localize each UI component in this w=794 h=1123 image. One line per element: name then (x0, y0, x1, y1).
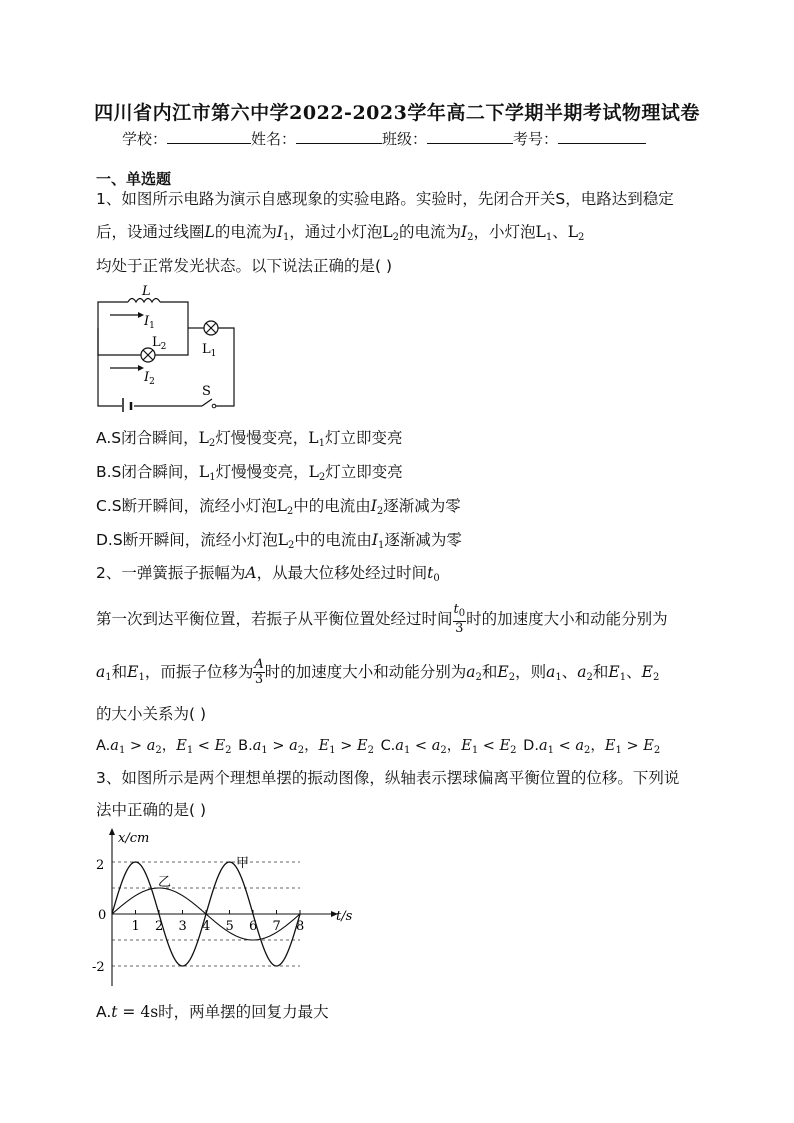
option-text: 中的电流由 (294, 531, 372, 549)
y-axis-arrow (109, 828, 115, 835)
q1-current-symbol: I (461, 223, 468, 241)
energy-symbol: E (497, 663, 509, 681)
q2-option-d[interactable] (523, 738, 660, 754)
subscript: 1 (209, 472, 216, 483)
x-tick-label: 2 (155, 919, 164, 934)
exam-no-label: 考号： (513, 130, 559, 148)
x-tick-label: 3 (178, 919, 187, 934)
q2-option-b[interactable] (238, 738, 374, 754)
circuit-label-I2: $I_2$ (144, 370, 155, 387)
lamp-symbol: L (308, 463, 319, 481)
option-text: 中的电流由 (293, 497, 371, 515)
q2-text: 时的加速度大小和动能分别为 (264, 663, 467, 681)
sym: a (538, 738, 548, 754)
energy-symbol: E (641, 663, 653, 681)
option-text: 灯立即变亮 (325, 463, 403, 481)
sym: a (252, 738, 262, 754)
x-tick-label: 5 (225, 919, 234, 934)
op: < (478, 738, 500, 754)
sep: ， (446, 738, 462, 754)
student-info-line (122, 127, 646, 149)
q2-option-a[interactable] (96, 738, 232, 754)
time-symbol: t (427, 564, 434, 582)
q1-lamp-symbol: L (567, 223, 579, 241)
option-text: C.S断开瞬间，流经小灯泡 (96, 497, 277, 515)
q1-coil-symbol: L (204, 223, 215, 241)
subscript: 1 (329, 745, 336, 756)
sep: ， (304, 738, 319, 754)
accel-symbol: a (546, 663, 556, 681)
subscript: 1 (118, 745, 126, 756)
class-label: 班级： (382, 130, 428, 148)
option-letter: B. (238, 738, 253, 754)
x-axis-label: t/s (336, 909, 353, 924)
q1-text: ，通过小灯泡 (289, 223, 383, 241)
subscript: 2 (475, 672, 482, 683)
subscript: 1 (547, 745, 554, 756)
subscript: 2 (286, 506, 294, 517)
op: < (410, 738, 432, 754)
subscript: 1 (471, 745, 479, 756)
y-tick-2: 2 (96, 858, 105, 873)
subscript: 2 (367, 745, 374, 756)
q1-option-c[interactable] (96, 496, 461, 522)
q1-subscript: 2 (578, 232, 585, 243)
circuit-diagram (92, 280, 242, 412)
op: > (267, 738, 290, 754)
series-label-yi: 乙 (158, 875, 172, 890)
q2-text: 时的加速度大小和动能分别为 (466, 610, 668, 628)
sym: E (318, 738, 330, 754)
q1-text: 后，设通过线圈 (96, 223, 205, 241)
q2-text: 和 (481, 663, 498, 681)
school-blank[interactable] (167, 127, 251, 144)
subscript: 1 (619, 672, 627, 683)
fraction-A-over-3 (253, 658, 264, 687)
sym: E (176, 738, 187, 754)
name-label: 姓名： (251, 130, 297, 148)
op: < (553, 738, 576, 754)
subscript: 2 (376, 506, 384, 517)
option-text: 逐渐减为零 (383, 497, 461, 515)
subscript: 2 (440, 745, 447, 756)
q2-text: 、 (626, 663, 642, 681)
q1-lamp-symbol: L (535, 223, 546, 241)
subscript: 1 (261, 745, 268, 756)
q2-line2 (96, 602, 668, 636)
q1-line2 (96, 222, 584, 248)
q1-option-d[interactable] (96, 530, 462, 556)
q2-text: 和 (111, 663, 128, 681)
accel-symbol: a (577, 663, 587, 681)
q3-line2: 法中正确的是( ) (96, 801, 207, 819)
q1-current-symbol: I (276, 223, 283, 241)
q2-line3 (96, 655, 659, 695)
option-text: A.S闭合瞬间， (96, 429, 199, 447)
subscript: 1 (186, 745, 194, 756)
time-symbol: t (111, 1003, 118, 1021)
subscript: 2 (584, 745, 591, 756)
lamp-symbol: L (308, 429, 319, 447)
subscript: 0 (433, 573, 440, 584)
sym: E (604, 738, 616, 754)
frac-num: t (453, 602, 459, 617)
sym: a (146, 738, 156, 754)
q1-separator: 、 (552, 223, 568, 241)
sym: E (356, 738, 368, 754)
accel-symbol: a (96, 663, 106, 681)
q2-text: 和 (592, 663, 609, 681)
option-text: 灯慢慢变亮， (215, 463, 309, 481)
q1-subscript: 1 (282, 232, 290, 243)
option-text: B.S闭合瞬间， (96, 463, 199, 481)
q2-text: 2、一弹簧振子振幅为 (96, 564, 246, 582)
subscript: 0 (458, 608, 466, 619)
x-tick-label: 7 (272, 919, 281, 934)
subscript: 2 (155, 745, 162, 756)
option-letter: A. (96, 738, 111, 754)
subscript: 2 (225, 745, 232, 756)
subscript: 1 (555, 672, 562, 683)
q2-text: 、 (561, 663, 578, 681)
q1-lamp-symbol: L (382, 223, 393, 241)
q1-line3: 均处于正常发光状态。以下说法正确的是( ) (96, 257, 393, 275)
circuit-label-L1: $L_1$ (202, 342, 217, 359)
frac-den: 3 (455, 621, 464, 636)
exam-no-blank[interactable] (558, 127, 646, 144)
fraction-t0-over-3 (453, 603, 467, 636)
subscript: 2 (653, 745, 661, 756)
q2-line1 (96, 563, 440, 589)
q1-subscript: 2 (392, 232, 400, 243)
subscript: 2 (652, 672, 660, 683)
circuit-label-L: L (142, 284, 151, 299)
subscript: 2 (510, 745, 517, 756)
subscript: 1 (138, 672, 145, 683)
x-tick-label: 1 (131, 919, 140, 934)
sym: a (395, 738, 404, 754)
q2-text: ，而振子位移为 (144, 663, 254, 681)
frac-num: A (254, 657, 264, 672)
q3-option-a[interactable] (96, 1002, 329, 1022)
q2-text: 第一次到达平衡位置，若振子从平衡位置处经过时间 (96, 610, 453, 628)
x-tick-label: 4 (202, 919, 211, 934)
x-tick-label: 8 (296, 919, 305, 934)
circuit-label-I1: $I_1$ (144, 314, 155, 331)
lamp-symbol: L (277, 531, 288, 549)
energy-symbol: E (127, 663, 139, 681)
school-label: 学校： (122, 130, 168, 148)
q2-text: ，从最大位移处经过时间 (256, 564, 428, 582)
op: < (193, 738, 215, 754)
subscript: 1 (403, 745, 411, 756)
sym: a (431, 738, 441, 754)
oscillation-graph (90, 826, 370, 991)
amplitude-symbol: A (245, 564, 257, 582)
subscript: 2 (297, 745, 305, 756)
op: > (621, 738, 644, 754)
option-letter: A. (96, 1003, 112, 1021)
option-letter: D. (523, 738, 539, 754)
lamp-symbol: L (198, 429, 209, 447)
y-tick-neg2: -2 (92, 960, 105, 975)
class-blank[interactable] (427, 127, 513, 144)
circuit-label-L2: $L_2$ (152, 335, 167, 352)
q3-line1: 3、如图所示是两个理想单摆的振动图像，纵轴表示摆球偏离平衡位置的位移。下列说 (96, 769, 680, 787)
section-title: 一、单选题 (96, 170, 172, 188)
q1-option-b[interactable] (96, 462, 403, 488)
op: > (125, 738, 147, 754)
lamp-symbol: L (198, 463, 210, 481)
q1-text: 的电流为 (399, 223, 462, 241)
option-text: 灯立即变亮 (324, 429, 403, 447)
current-symbol: I (371, 531, 379, 549)
option-text: 灯慢慢变亮， (215, 429, 309, 447)
accel-symbol: a (466, 663, 476, 681)
sym: a (110, 738, 119, 754)
q2-options (96, 736, 660, 761)
sym: E (499, 738, 511, 754)
q1-text: ，小灯泡 (473, 223, 536, 241)
name-blank[interactable] (296, 127, 382, 144)
sym: a (575, 738, 584, 754)
op: > (335, 738, 357, 754)
sep: ， (590, 738, 605, 754)
page-title: 四川省内江市第六中学2022-2023学年高二下学期半期考试物理试卷 (94, 102, 700, 124)
y-axis-label: x/cm (118, 831, 150, 846)
subscript: 1 (615, 745, 622, 756)
q2-line4: 的大小关系为( ) (96, 705, 207, 723)
q1-subscript: 1 (545, 232, 553, 243)
y-tick-0: 0 (98, 908, 107, 923)
lamp-symbol: L (276, 497, 287, 515)
sep: ， (161, 738, 177, 754)
circuit-label-S: S (202, 384, 211, 399)
option-text: 逐渐减为零 (384, 531, 462, 549)
q1-subscript: 2 (467, 232, 474, 243)
subscript: 1 (378, 540, 385, 551)
option-letter: C. (380, 738, 396, 754)
series-label-jia: 甲 (236, 856, 250, 871)
option-text: D.S断开瞬间，流经小灯泡 (96, 531, 278, 549)
frac-den: 3 (254, 672, 264, 687)
subscript: 1 (318, 438, 325, 449)
subscript: 2 (318, 472, 326, 483)
subscript: 2 (288, 540, 295, 551)
sym: E (461, 738, 472, 754)
q1-option-a[interactable] (96, 428, 402, 454)
energy-symbol: E (608, 663, 620, 681)
sym: a (289, 738, 298, 754)
subscript: 2 (208, 438, 216, 449)
current-symbol: I (370, 497, 377, 515)
sym: E (643, 738, 654, 754)
q2-option-c[interactable] (381, 738, 517, 754)
x-tick-label: 6 (249, 919, 258, 934)
equation: = 4s (117, 1003, 159, 1021)
subscript: 1 (105, 672, 112, 683)
q1-text: 的电流为 (214, 223, 277, 241)
q1-line1: 1、如图所示电路为演示自感现象的实验电路。实验时，先闭合开关S，电路达到稳定 (96, 190, 674, 208)
subscript: 2 (508, 672, 516, 683)
q2-text: ，则 (515, 663, 547, 681)
option-text: 时，两单摆的回复力最大 (158, 1003, 329, 1021)
subscript: 2 (586, 672, 593, 683)
sym: E (214, 738, 226, 754)
